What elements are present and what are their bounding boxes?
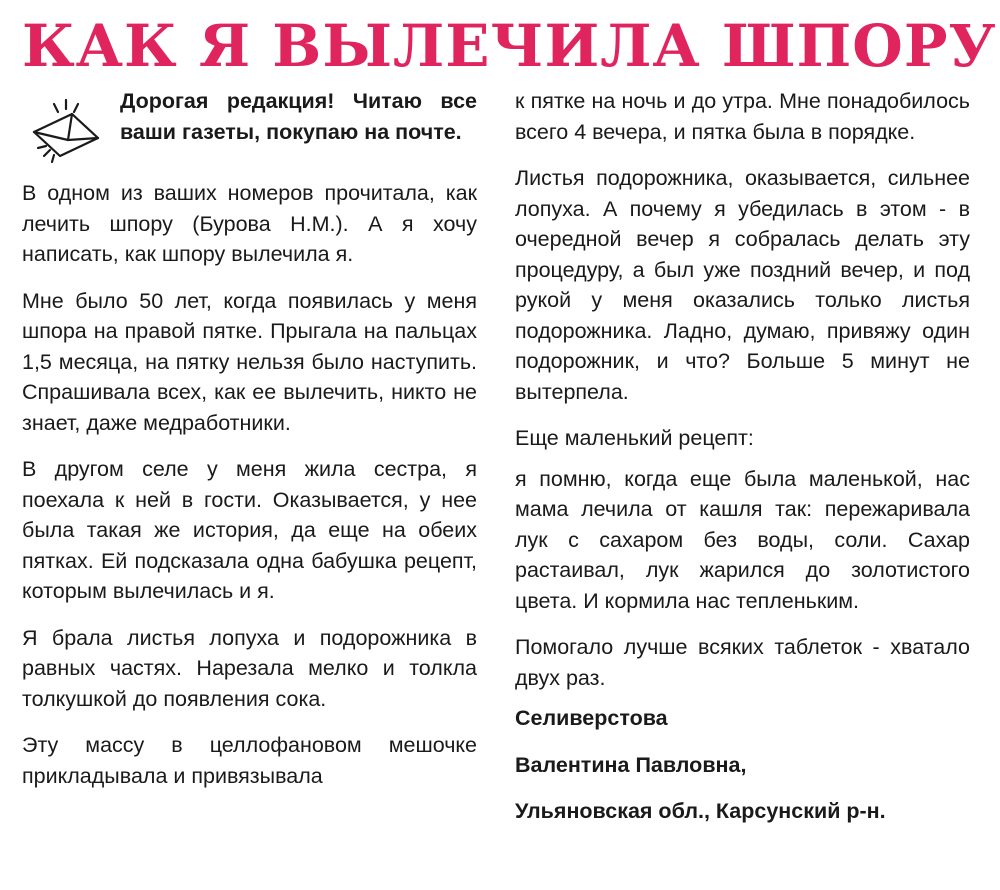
- article-body: [22, 86, 978, 886]
- right-column: [515, 86, 970, 843]
- author-location: Ульяновская обл., Карсунский р-н.: [515, 799, 886, 823]
- paragraph: Мне было 50 лет, когда появилась у меня шпора на правой пятке. Прыгала на пальцах 1,5 месяца, на пятку нельзя было наступить. Спрашивала всех, как ее вылечить, никто не знает, даже медработники.: [22, 288, 477, 435]
- paragraph: Помогало лучше всяких таблеток - хватало двух раз.: [515, 635, 970, 690]
- paragraph: Листья подорожника, оказывается, сильнее лопуха. А почему я убедилась в этом - в очередной вечер я собралась делать эту процедуру, а был уже поздний вечер, и под рукой у меня оказались только листья подорожника. Ладно, думаю, привяжу один подорожник, и что? Больше 5 минут не вытерпела.: [515, 166, 970, 404]
- paragraph: Еще маленький рецепт:: [515, 426, 754, 450]
- envelope-icon: [24, 92, 108, 166]
- letter-intro: [22, 86, 477, 178]
- author-name: Валентина Павловна,: [515, 752, 747, 777]
- signature: [515, 703, 970, 827]
- paragraph: к пятке на ночь и до утра. Мне понадобилось всего 4 вечера, и пятка была в порядке.: [515, 89, 970, 144]
- paragraph: В одном из ваших номеров прочитала, как лечить шпору (Бурова Н.М.). А я хочу написать, как шпору вылечила я.: [22, 181, 477, 266]
- paragraph: я помню, когда еще была маленькой, нас мама лечила от кашля так: пережаривала лук с сахаром без воды, соли. Сахар растаивал, лук жарился до золотистого цвета. И кормила нас тепленьким.: [515, 466, 970, 613]
- left-column: [22, 86, 477, 807]
- author-surname: Селиверстова: [515, 706, 668, 730]
- paragraph: Я брала листья лопуха и подорожника в равных частях. Нарезала мелко и толкла толкушкой до появления сока.: [22, 625, 477, 711]
- intro-text: Дорогая редакция! Читаю все ваши газеты, покупаю на почте.: [120, 89, 477, 144]
- article-title: КАК Я ВЫЛЕЧИЛА ШПОРУ: [22, 12, 997, 80]
- paragraph: Эту массу в целлофановом мешочке прикладывала и привязывала: [22, 733, 477, 788]
- paragraph: В другом селе у меня жила сестра, я поехала к ней в гости. Оказывается, у нее была такая же история, да еще на обеих пятках. Ей подсказала одна бабушка рецепт, которым вылечилась и я.: [22, 457, 477, 603]
